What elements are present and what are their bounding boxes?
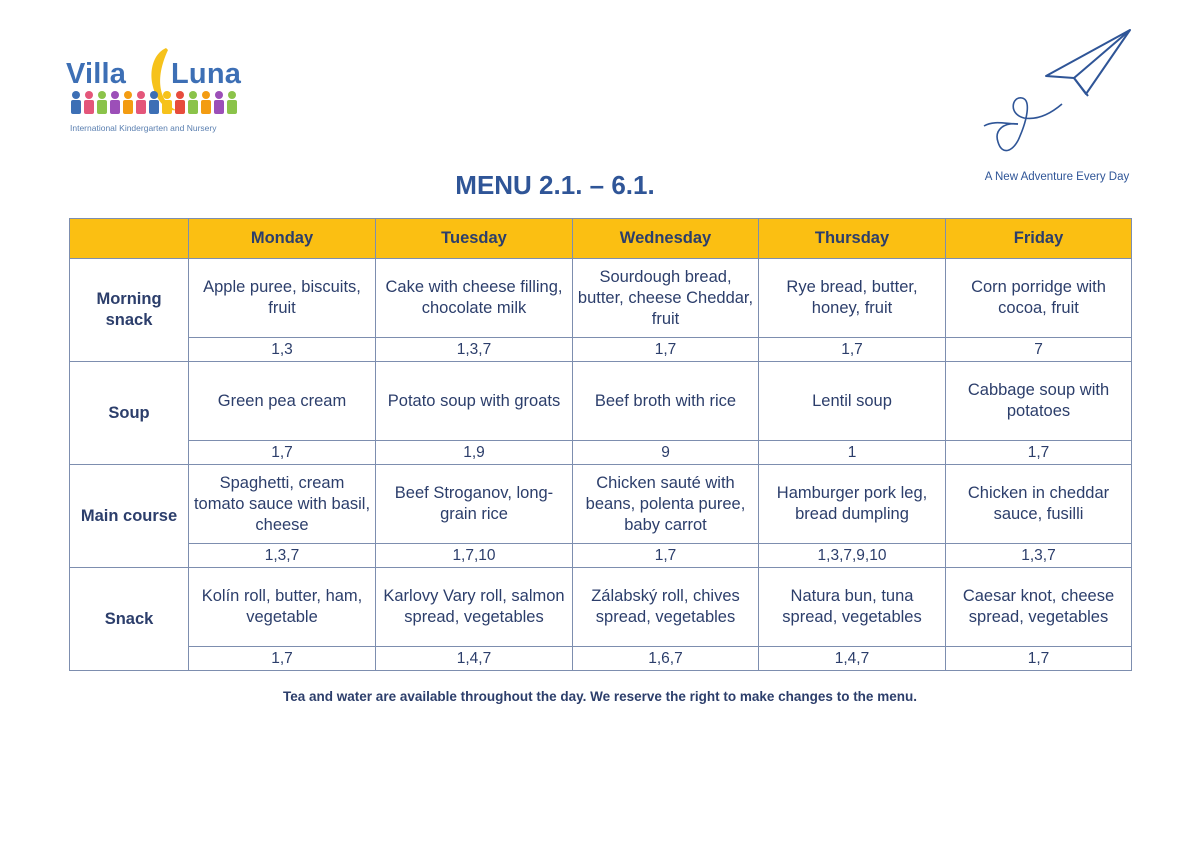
allergen-row-morning-snack <box>70 338 1132 362</box>
allergen-cell: 1,6,7 <box>573 647 759 671</box>
dish-cell: Karlovy Vary roll, salmon spread, vegetables <box>376 568 573 647</box>
dish-cell: Green pea cream <box>189 362 376 441</box>
allergen-cell: 1,3,7,9,10 <box>759 544 946 568</box>
dish-row-main-course <box>70 465 1132 544</box>
allergen-cell: 1,7,10 <box>376 544 573 568</box>
day-header: Thursday <box>759 219 946 259</box>
dish-cell: Potato soup with groats <box>376 362 573 441</box>
dish-cell: Kolín roll, butter, ham, vegetable <box>189 568 376 647</box>
allergen-cell: 1,3,7 <box>946 544 1132 568</box>
meal-label: Soup <box>70 362 189 465</box>
dish-row-morning-snack <box>70 259 1132 338</box>
page-title: MENU 2.1. – 6.1. <box>455 170 655 200</box>
slogan: A New Adventure Every Day <box>984 171 1130 183</box>
day-header: Wednesday <box>573 219 759 259</box>
allergen-cell: 1,3,7 <box>376 338 573 362</box>
allergen-cell: 1,9 <box>376 441 573 465</box>
logo-word-right: Luna <box>171 58 242 90</box>
dish-cell: Zálabský roll, chives spread, vegetables <box>573 568 759 647</box>
dish-cell: Sourdough bread, butter, cheese Cheddar, fruit <box>573 259 759 338</box>
footer-note: Tea and water are available throughout the day. We reserve the right to make changes to the menu. <box>283 689 917 704</box>
dish-cell: Corn porridge with cocoa, fruit <box>946 259 1132 338</box>
meal-label: Main course <box>70 465 189 568</box>
dish-cell: Spaghetti, cream tomato sauce with basil, cheese <box>189 465 376 544</box>
dish-cell: Caesar knot, cheese spread, vegetables <box>946 568 1132 647</box>
dish-cell: Cabbage soup with potatoes <box>946 362 1132 441</box>
allergen-cell: 1,7 <box>946 441 1132 465</box>
dish-cell: Hamburger pork leg, bread dumpling <box>759 465 946 544</box>
paper-airplane-icon <box>978 26 1138 161</box>
allergen-cell: 1,4,7 <box>759 647 946 671</box>
dish-cell: Beef Stroganov, long-grain rice <box>376 465 573 544</box>
dish-cell: Rye bread, butter, honey, fruit <box>759 259 946 338</box>
dish-row-soup <box>70 362 1132 441</box>
allergen-cell: 1 <box>759 441 946 465</box>
allergen-cell: 1,7 <box>946 647 1132 671</box>
allergen-cell: 1,7 <box>759 338 946 362</box>
dish-cell: Apple puree, biscuits, fruit <box>189 259 376 338</box>
meal-label: Snack <box>70 568 189 671</box>
allergen-cell: 1,7 <box>573 338 759 362</box>
menu-table <box>69 218 1132 671</box>
day-header: Monday <box>189 219 376 259</box>
children-row-icon <box>70 90 240 116</box>
dish-cell: Cake with cheese filling, chocolate milk <box>376 259 573 338</box>
logo-word-left: Villa <box>66 58 127 90</box>
dish-cell: Chicken sauté with beans, polenta puree, baby carrot <box>573 465 759 544</box>
allergen-cell: 1,4,7 <box>376 647 573 671</box>
logo-tagline: International Kindergarten and Nursery <box>70 123 217 133</box>
header-row <box>70 219 1132 259</box>
allergen-cell: 1,7 <box>573 544 759 568</box>
allergen-cell: 1,3 <box>189 338 376 362</box>
dish-row-snack <box>70 568 1132 647</box>
dish-cell: Beef broth with rice <box>573 362 759 441</box>
dish-cell: Lentil soup <box>759 362 946 441</box>
dish-cell: Natura bun, tuna spread, vegetables <box>759 568 946 647</box>
allergen-cell: 7 <box>946 338 1132 362</box>
dish-cell: Chicken in cheddar sauce, fusilli <box>946 465 1132 544</box>
allergen-row-main-course <box>70 544 1132 568</box>
allergen-cell: 1,3,7 <box>189 544 376 568</box>
allergen-row-soup <box>70 441 1132 465</box>
day-header: Tuesday <box>376 219 573 259</box>
allergen-cell: 1,7 <box>189 441 376 465</box>
allergen-cell: 9 <box>573 441 759 465</box>
meal-label: Morning snack <box>70 259 189 362</box>
villa-luna-logo <box>66 44 246 139</box>
header-corner-cell <box>70 219 189 259</box>
allergen-cell: 1,7 <box>189 647 376 671</box>
day-header: Friday <box>946 219 1132 259</box>
allergen-row-snack <box>70 647 1132 671</box>
